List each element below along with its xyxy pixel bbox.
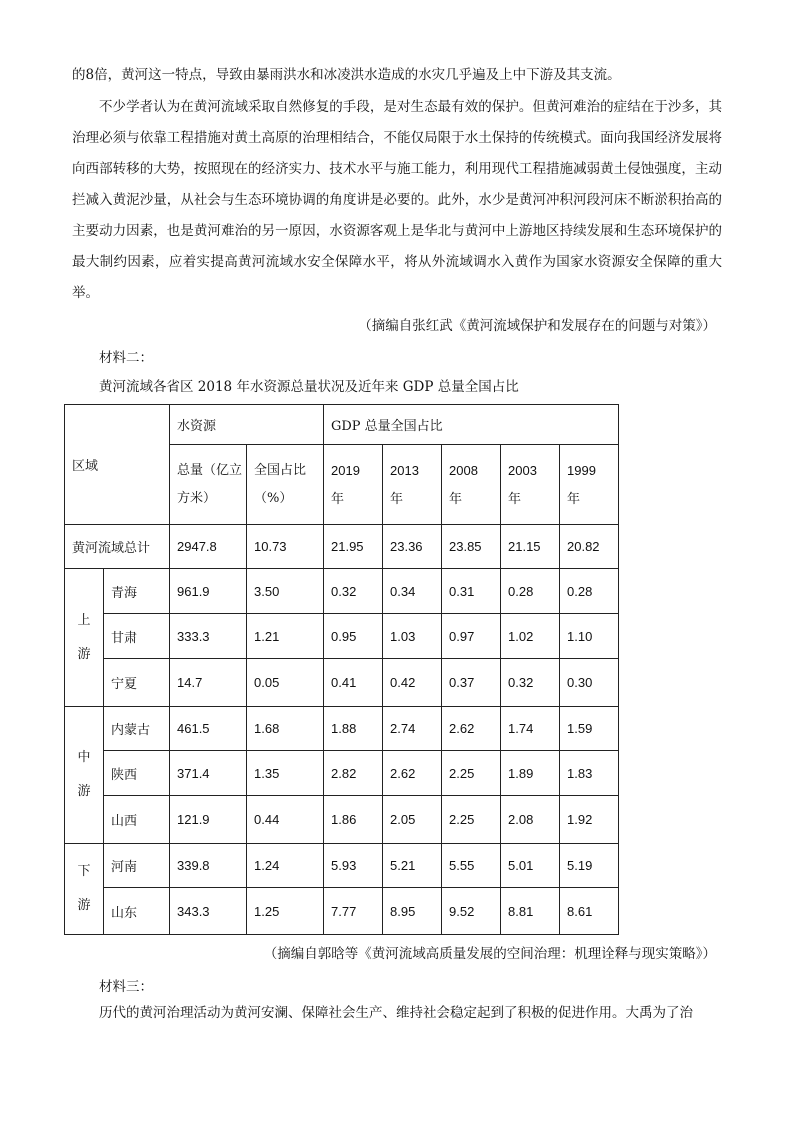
cell: 0.95 xyxy=(324,614,383,659)
table-row xyxy=(65,796,619,844)
material-2-label: 材料二： xyxy=(99,350,153,366)
citation-1: （摘编自张红武《黄河流域保护和发展存在的问题与对策》） xyxy=(358,318,716,334)
header-year-2008: 2008 年 xyxy=(442,445,501,525)
cell: 9.52 xyxy=(442,888,501,935)
material-3-label: 材料三： xyxy=(99,979,153,995)
cell: 5.93 xyxy=(324,844,383,888)
cell: 5.01 xyxy=(501,844,560,888)
cell: 339.8 xyxy=(170,844,247,888)
cell: 0.34 xyxy=(383,569,442,614)
cell: 8.61 xyxy=(560,888,619,935)
cell: 961.9 xyxy=(170,569,247,614)
header-year-2019: 2019 年 xyxy=(324,445,383,525)
cell: 1.25 xyxy=(247,888,324,935)
total-label: 黄河流域总计 xyxy=(65,525,170,569)
cell: 121.9 xyxy=(170,796,247,844)
cell: 20.82 xyxy=(560,525,619,569)
cell: 1.10 xyxy=(560,614,619,659)
cell: 1.89 xyxy=(501,751,560,796)
cell: 2.74 xyxy=(383,707,442,751)
region-group-midstream: 中 游 xyxy=(65,707,104,844)
province-name: 山东 xyxy=(104,888,170,935)
water-gdp-table xyxy=(64,404,619,935)
table-row xyxy=(65,707,619,751)
cell: 1.03 xyxy=(383,614,442,659)
cell: 2.08 xyxy=(501,796,560,844)
cell: 0.37 xyxy=(442,659,501,707)
cell: 21.95 xyxy=(324,525,383,569)
cell: 23.85 xyxy=(442,525,501,569)
cell: 0.41 xyxy=(324,659,383,707)
cell: 2.25 xyxy=(442,796,501,844)
province-name: 河南 xyxy=(104,844,170,888)
cell: 7.77 xyxy=(324,888,383,935)
paragraph-continuation: 的8倍，黄河这一特点，导致由暴雨洪水和冰凌洪水造成的水灾几乎遍及上中下游及其支流。 xyxy=(72,67,621,83)
province-name: 陕西 xyxy=(104,751,170,796)
cell: 0.42 xyxy=(383,659,442,707)
cell: 21.15 xyxy=(501,525,560,569)
cell: 0.97 xyxy=(442,614,501,659)
citation-2: （摘编自郭晗等《黄河流域高质量发展的空间治理：机理诠释与现实策略》） xyxy=(263,946,716,962)
cell: 8.95 xyxy=(383,888,442,935)
cell: 14.7 xyxy=(170,659,247,707)
table-row xyxy=(65,844,619,888)
cell: 5.19 xyxy=(560,844,619,888)
cell: 8.81 xyxy=(501,888,560,935)
cell: 0.32 xyxy=(501,659,560,707)
header-year-1999: 1999 年 xyxy=(560,445,619,525)
cell: 1.92 xyxy=(560,796,619,844)
table-row xyxy=(65,659,619,707)
cell: 5.55 xyxy=(442,844,501,888)
cell: 23.36 xyxy=(383,525,442,569)
cell: 5.21 xyxy=(383,844,442,888)
paragraph-scholars: 不少学者认为在黄河流域采取自然修复的手段，是对生态最有效的保护。但黄河难治的症结在于沙多，其治理必须与依靠工程措施对黄土高原的治理相结合，不能仅局限于水土保持的传统模式。面向我国经济发展将向西部转移的大势，按照现在的经济实力、技术水平与施工能力，利用现代工程措施减弱黄土侵蚀强度，主动拦减入黄泥沙量，从社会与生态环境协调的角度讲是必要的。此外，水少是黄河冲积河段河床不断淤积抬高的主要动力因素，也是黄河难治的另一原因，水资源客观上是华北与黄河中上游地区持续发展和生态环境保护的最大制约因素，应着实提高黄河流域水安全保障水平，将从外流域调水入黄作为国家水资源安全保障的重大举。 xyxy=(72,99,722,301)
cell: 0.28 xyxy=(560,569,619,614)
header-water-share: 全国占比 （%） xyxy=(247,445,324,525)
cell: 1.74 xyxy=(501,707,560,751)
cell: 0.31 xyxy=(442,569,501,614)
table-row xyxy=(65,888,619,935)
cell: 0.44 xyxy=(247,796,324,844)
table-row xyxy=(65,751,619,796)
cell: 0.30 xyxy=(560,659,619,707)
province-name: 青海 xyxy=(104,569,170,614)
table-row xyxy=(65,569,619,614)
cell: 371.4 xyxy=(170,751,247,796)
cell: 0.32 xyxy=(324,569,383,614)
header-year-2013: 2013 年 xyxy=(383,445,442,525)
cell: 1.68 xyxy=(247,707,324,751)
cell: 1.59 xyxy=(560,707,619,751)
cell: 1.83 xyxy=(560,751,619,796)
cell: 2.82 xyxy=(324,751,383,796)
cell: 2.62 xyxy=(442,707,501,751)
cell: 1.02 xyxy=(501,614,560,659)
province-name: 山西 xyxy=(104,796,170,844)
cell: 0.28 xyxy=(501,569,560,614)
header-region: 区域 xyxy=(65,405,170,525)
cell: 1.88 xyxy=(324,707,383,751)
table-title: 黄河流域各省区 2018 年水资源总量状况及近年来 GDP 总量全国占比 xyxy=(99,379,519,395)
cell: 461.5 xyxy=(170,707,247,751)
cell: 2.62 xyxy=(383,751,442,796)
cell: 1.24 xyxy=(247,844,324,888)
cell: 333.3 xyxy=(170,614,247,659)
cell: 1.21 xyxy=(247,614,324,659)
paragraph-governance: 历代的黄河治理活动为黄河安澜、保障社会生产、维持社会稳定起到了积极的促进作用。大禹为了治 xyxy=(99,1005,693,1021)
header-water-total: 总量（亿立 方米） xyxy=(170,445,247,525)
cell: 2.05 xyxy=(383,796,442,844)
header-year-2003: 2003 年 xyxy=(501,445,560,525)
header-gdp: GDP 总量全国占比 xyxy=(324,405,619,445)
cell: 343.3 xyxy=(170,888,247,935)
cell: 1.35 xyxy=(247,751,324,796)
province-name: 宁夏 xyxy=(104,659,170,707)
cell: 1.86 xyxy=(324,796,383,844)
cell: 2.25 xyxy=(442,751,501,796)
cell: 0.05 xyxy=(247,659,324,707)
cell: 10.73 xyxy=(247,525,324,569)
province-name: 甘肃 xyxy=(104,614,170,659)
header-water: 水资源 xyxy=(170,405,324,445)
table-row xyxy=(65,614,619,659)
cell: 3.50 xyxy=(247,569,324,614)
cell: 2947.8 xyxy=(170,525,247,569)
province-name: 内蒙古 xyxy=(104,707,170,751)
region-group-downstream: 下 游 xyxy=(65,844,104,935)
table-row-total xyxy=(65,525,619,569)
region-group-upstream: 上 游 xyxy=(65,569,104,707)
